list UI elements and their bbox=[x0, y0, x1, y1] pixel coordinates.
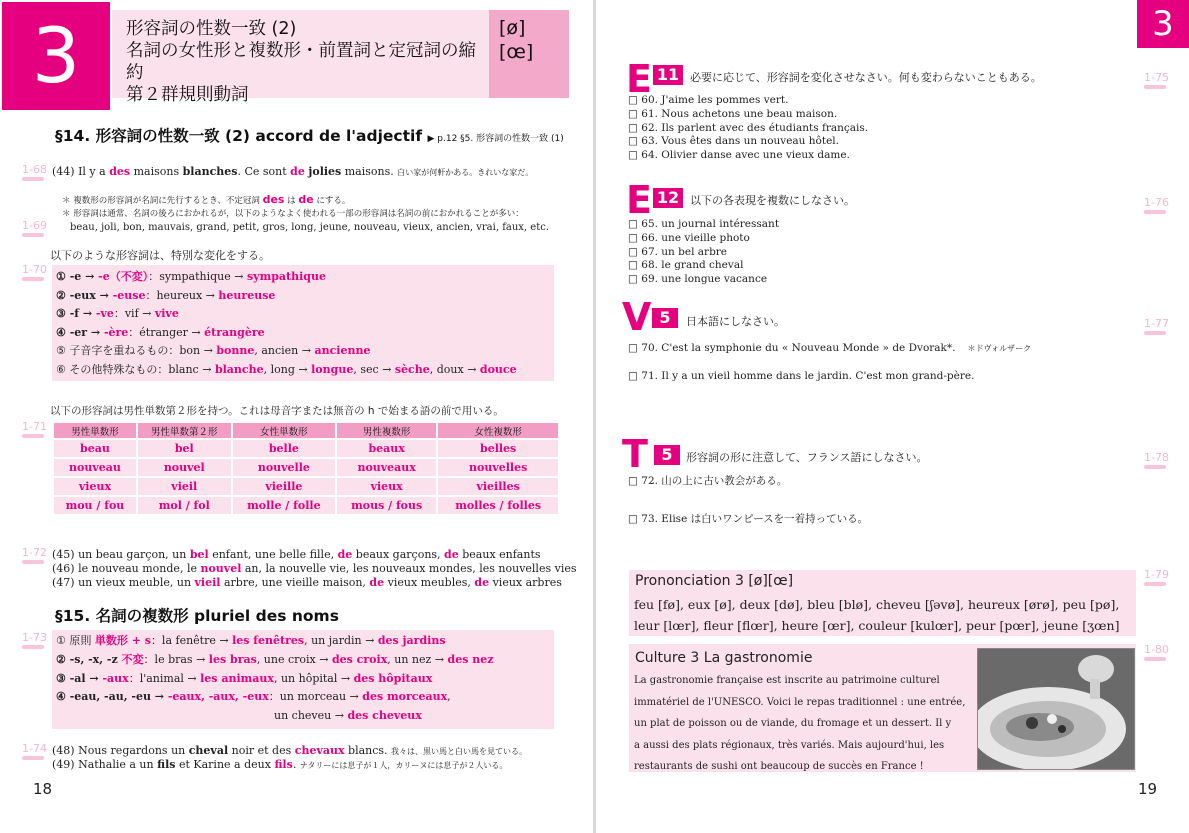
table-row bbox=[54, 459, 558, 476]
audio-track-marker: 1-76 bbox=[1144, 197, 1169, 214]
left-page bbox=[0, 0, 593, 833]
chapter-title-line: 形容詞の性数一致 (2) bbox=[126, 19, 297, 39]
audio-track-marker: 1-68 bbox=[22, 164, 47, 181]
example-44: (44) Il y a des maisons blanches. Ce sont de jolies maisons. 白い家が何軒かある。きれいな家だ。 bbox=[52, 165, 534, 178]
table-cell: molles / folles bbox=[438, 497, 558, 514]
table-header: 女性単数形 bbox=[233, 423, 335, 438]
pronunciation-title: Prononciation 3 [ø][œ] bbox=[635, 573, 794, 589]
table-cell: belles bbox=[438, 440, 558, 457]
exercise-item: □ 61. Nous achetons une beau maison. bbox=[628, 107, 838, 120]
audio-track-marker: 1-69 bbox=[22, 220, 47, 237]
note-adjective-position: ＊ 形容詞は通常、名詞の後ろにおかれるが，以下のようなよく使われる一部の形容詞は名詞の前におかれることが多い： bbox=[62, 209, 524, 219]
audio-track-marker: 1-73 bbox=[22, 632, 47, 649]
table-cell: vieux bbox=[54, 478, 136, 495]
section-14-heading bbox=[55, 124, 564, 146]
exercise-item: □ 63. Vous êtes dans un nouveau hôtel. bbox=[628, 135, 839, 148]
culture-line: immatériel de l'UNESCO. Voici le repas traditionnel : une entrée, bbox=[634, 696, 966, 708]
example-49: (49) Nathalie a un fils et Karine a deux fils. ナタリーには息子が１人，カリーヌには息子が２人いる。 bbox=[52, 758, 508, 771]
audio-track-marker: 1-71 bbox=[22, 421, 47, 438]
exercise-item: □ 65. un journal intéressant bbox=[628, 218, 780, 230]
table-cell: vieil bbox=[138, 478, 231, 495]
table-cell: bel bbox=[138, 440, 231, 457]
table-cell: nouveau bbox=[54, 459, 136, 476]
section-15-heading bbox=[55, 604, 339, 626]
food-photo bbox=[977, 648, 1135, 770]
exercise-item: □ 67. un bel arbre bbox=[628, 245, 728, 258]
table-cell: vieille bbox=[233, 478, 335, 495]
exercise-item: □ 60. J'aime les pommes vert. bbox=[628, 94, 789, 106]
plural-rule: ① 原則 単数形 + s：la fenêtre → les fenêtres, un jardin → des jardins bbox=[56, 634, 446, 647]
table-row bbox=[54, 478, 558, 495]
phonetic-symbol: [œ] bbox=[499, 41, 534, 63]
table-header: 男性単数形 bbox=[54, 423, 136, 438]
chapter-tab: 3 bbox=[1137, 0, 1189, 48]
culture-title: Culture 3 La gastronomie bbox=[635, 650, 813, 666]
example-45: (45) un beau garçon, un bel enfant, une belle fille, de beaux garçons, de beaux enfants bbox=[52, 548, 541, 561]
audio-track-marker: 1-78 bbox=[1144, 452, 1169, 469]
exercise-item: □ 68. le grand cheval bbox=[628, 259, 744, 272]
pronunciation-line: feu [fø], eux [ø], deux [dø], bleu [blø], cheveu [ʃəvø], heureux [ørø], peu [pø], bbox=[634, 597, 1120, 612]
exercise-item: □ 72. 山の上に古い教会がある。 bbox=[628, 475, 788, 487]
special-rule: ④ -er → -ère：étranger → étrangère bbox=[56, 325, 265, 339]
culture-line: La gastronomie française est inscrite au patrimoine culturel bbox=[634, 675, 940, 686]
table-cell: mou / fou bbox=[54, 497, 136, 514]
culture-line: a aussi des plats régionaux, très variés. Mais aujourd'hui, les bbox=[634, 739, 945, 751]
exercise-item: □ 69. une longue vacance bbox=[628, 273, 768, 286]
culture-line: restaurants de sushi ont beaucoup de succès en France ! bbox=[634, 761, 924, 772]
table-header-row bbox=[54, 423, 558, 438]
audio-track-marker: 1-70 bbox=[22, 264, 47, 281]
exercise-letter-v: V bbox=[622, 295, 652, 339]
exercise-item: □ 64. Olivier danse avec une vieux dame. bbox=[628, 149, 850, 162]
table-header: 男性単数第２形 bbox=[138, 423, 231, 438]
section-mark: §15. bbox=[55, 607, 91, 625]
exercise-number: 5 bbox=[654, 445, 680, 465]
exercise-number: 11 bbox=[653, 65, 683, 85]
exercise-item: □ 70. C'est la symphonie du « Nouveau Monde » de Dvorak*. ＊ドヴォルザーク bbox=[628, 342, 1032, 354]
table-cell: vieux bbox=[337, 478, 436, 495]
adjective-forms-table bbox=[52, 421, 560, 516]
exercise-number: 5 bbox=[652, 308, 678, 328]
table-cell: mol / fol bbox=[138, 497, 231, 514]
audio-track-marker: 1-74 bbox=[22, 743, 47, 760]
exercise-instruction: 必要に応じて、形容詞を変化させなさい。何も変わらないこともある。 bbox=[690, 71, 1042, 84]
special-rule: ⑥ その他特殊なもの：blanc → blanche, long → longue, sec → sèche, doux → douce bbox=[56, 362, 517, 376]
exercise-item: □ 66. une vieille photo bbox=[628, 231, 750, 244]
special-rule: ② -eux → -euse：heureux → heureuse bbox=[56, 288, 276, 302]
section-reference: ▶ p.12 §5. 形容詞の性数一致 (1) bbox=[427, 134, 564, 144]
plural-rule: ② -s, -x, -z 不変：le bras → les bras, une croix → des croix, un nez → des nez bbox=[56, 653, 494, 666]
table-cell: molle / folle bbox=[233, 497, 335, 514]
exercise-letter-t: T bbox=[622, 432, 648, 476]
special-rule: ③ -f → -ve：vif → vive bbox=[56, 307, 179, 320]
exercise-items bbox=[628, 94, 868, 163]
audio-track-marker: 1-80 bbox=[1144, 644, 1169, 661]
table-cell: nouvel bbox=[138, 459, 231, 476]
exercise-items bbox=[628, 218, 779, 287]
plural-rule: ④ -eau, -au, -eu → -eaux, -aux, -eux：un morceau → des morceaux, bbox=[56, 690, 451, 703]
table-cell: beau bbox=[54, 440, 136, 457]
special-rule: ① -e → -e（不変）：sympathique → sympathique bbox=[56, 270, 326, 283]
section-title: 名詞の複数形 pluriel des noms bbox=[95, 607, 339, 625]
chapter-number: 3 bbox=[2, 2, 110, 110]
note-adjective-list: beau, joli, bon, mauvais, grand, petit, gros, long, jeune, nouveau, vieux, ancien, vrai, faux, etc. bbox=[70, 222, 550, 233]
note-plural-adjective: ＊ 複数形の形容詞が名詞に先行するとき、不定冠詞 des は de にする。 bbox=[62, 193, 351, 206]
example-46: (46) le nouveau monde, le nouvel an, la nouvelle vie, les nouveaux mondes, les nouvelles vies bbox=[52, 562, 577, 575]
table-cell: nouveaux bbox=[337, 459, 436, 476]
exercise-instruction: 日本語にしなさい。 bbox=[686, 315, 785, 328]
exercise-instruction: 形容詞の形に注意して、フランス語にしなさい。 bbox=[686, 451, 928, 464]
section-mark: §14. bbox=[55, 127, 91, 145]
special-rule: ⑤ 子音字を重ねるもの：bon → bonne, ancien → ancienne bbox=[56, 344, 371, 357]
table-row bbox=[54, 440, 558, 457]
chapter-title bbox=[112, 10, 489, 105]
special-change-intro: 以下のような形容詞は、特別な変化をする。 bbox=[50, 249, 270, 262]
table-cell: mous / fous bbox=[337, 497, 436, 514]
example-48: (48) Nous regardons un cheval noir et des chevaux blancs. 我々は、黒い馬と白い馬を見ている。 bbox=[52, 744, 528, 757]
table-cell: nouvelles bbox=[438, 459, 558, 476]
table-cell: beaux bbox=[337, 440, 436, 457]
plural-rule: ③ -al → -aux：l'animal → les animaux, un hôpital → des hôpitaux bbox=[56, 671, 433, 685]
exercise-item: □ 73. Elise は白いワンピースを一着持っている。 bbox=[628, 513, 869, 525]
exercise-letter-e: E bbox=[626, 57, 652, 101]
section-title: 形容詞の性数一致 (2) accord de l'adjectif bbox=[95, 127, 423, 145]
chapter-title-line: 第２群規則動詞 bbox=[126, 85, 249, 105]
table-header: 男性複数形 bbox=[337, 423, 436, 438]
culture-text bbox=[634, 670, 965, 778]
culture-line: un plat de poisson ou de viande, du fromage et un dessert. Il y bbox=[634, 718, 952, 729]
table-cell: vieilles bbox=[438, 478, 558, 495]
exercise-item: □ 62. Ils parlent avec des étudiants français. bbox=[628, 121, 869, 134]
table-header: 女性複数形 bbox=[438, 423, 558, 438]
pronunciation-line: leur [lœr], fleur [flœr], heure [œr], couleur [kulœr], peur [pœr], jeune [ʒœn] bbox=[634, 618, 1120, 633]
table-cell: belle bbox=[233, 440, 335, 457]
chapter-phonetic-symbols bbox=[489, 10, 569, 98]
page-number: 19 bbox=[1138, 780, 1158, 798]
phonetic-symbol: [ø] bbox=[499, 17, 526, 39]
exercise-item: □ 71. Il y a un vieil homme dans le jardin. C'est mon grand-père. bbox=[628, 370, 975, 382]
chapter-title-line: 名詞の女性形と複数形・前置詞と定冠詞の縮約 bbox=[126, 41, 476, 83]
audio-track-marker: 1-75 bbox=[1144, 72, 1169, 89]
page-number: 18 bbox=[33, 780, 53, 798]
exercise-instruction: 以下の各表現を複数にしなさい。 bbox=[690, 194, 855, 207]
audio-track-marker: 1-79 bbox=[1144, 569, 1169, 586]
audio-track-marker: 1-77 bbox=[1144, 318, 1169, 335]
audio-track-marker: 1-72 bbox=[22, 547, 47, 564]
example-47: (47) un vieux meuble, un vieil arbre, une vieille maison, de vieux meubles, de vieux arbres bbox=[52, 576, 562, 589]
exercise-number: 12 bbox=[653, 188, 683, 208]
exercise-letter-e: E bbox=[626, 178, 652, 222]
table-cell: nouvelle bbox=[233, 459, 335, 476]
table-row bbox=[54, 497, 558, 514]
adjective-table-intro: 以下の形容詞は男性単数第２形を持つ。これは母音字または無音の h で始まる語の前で用いる。 bbox=[50, 405, 504, 417]
plural-rule-continuation: un cheveu → des cheveux bbox=[274, 708, 422, 722]
